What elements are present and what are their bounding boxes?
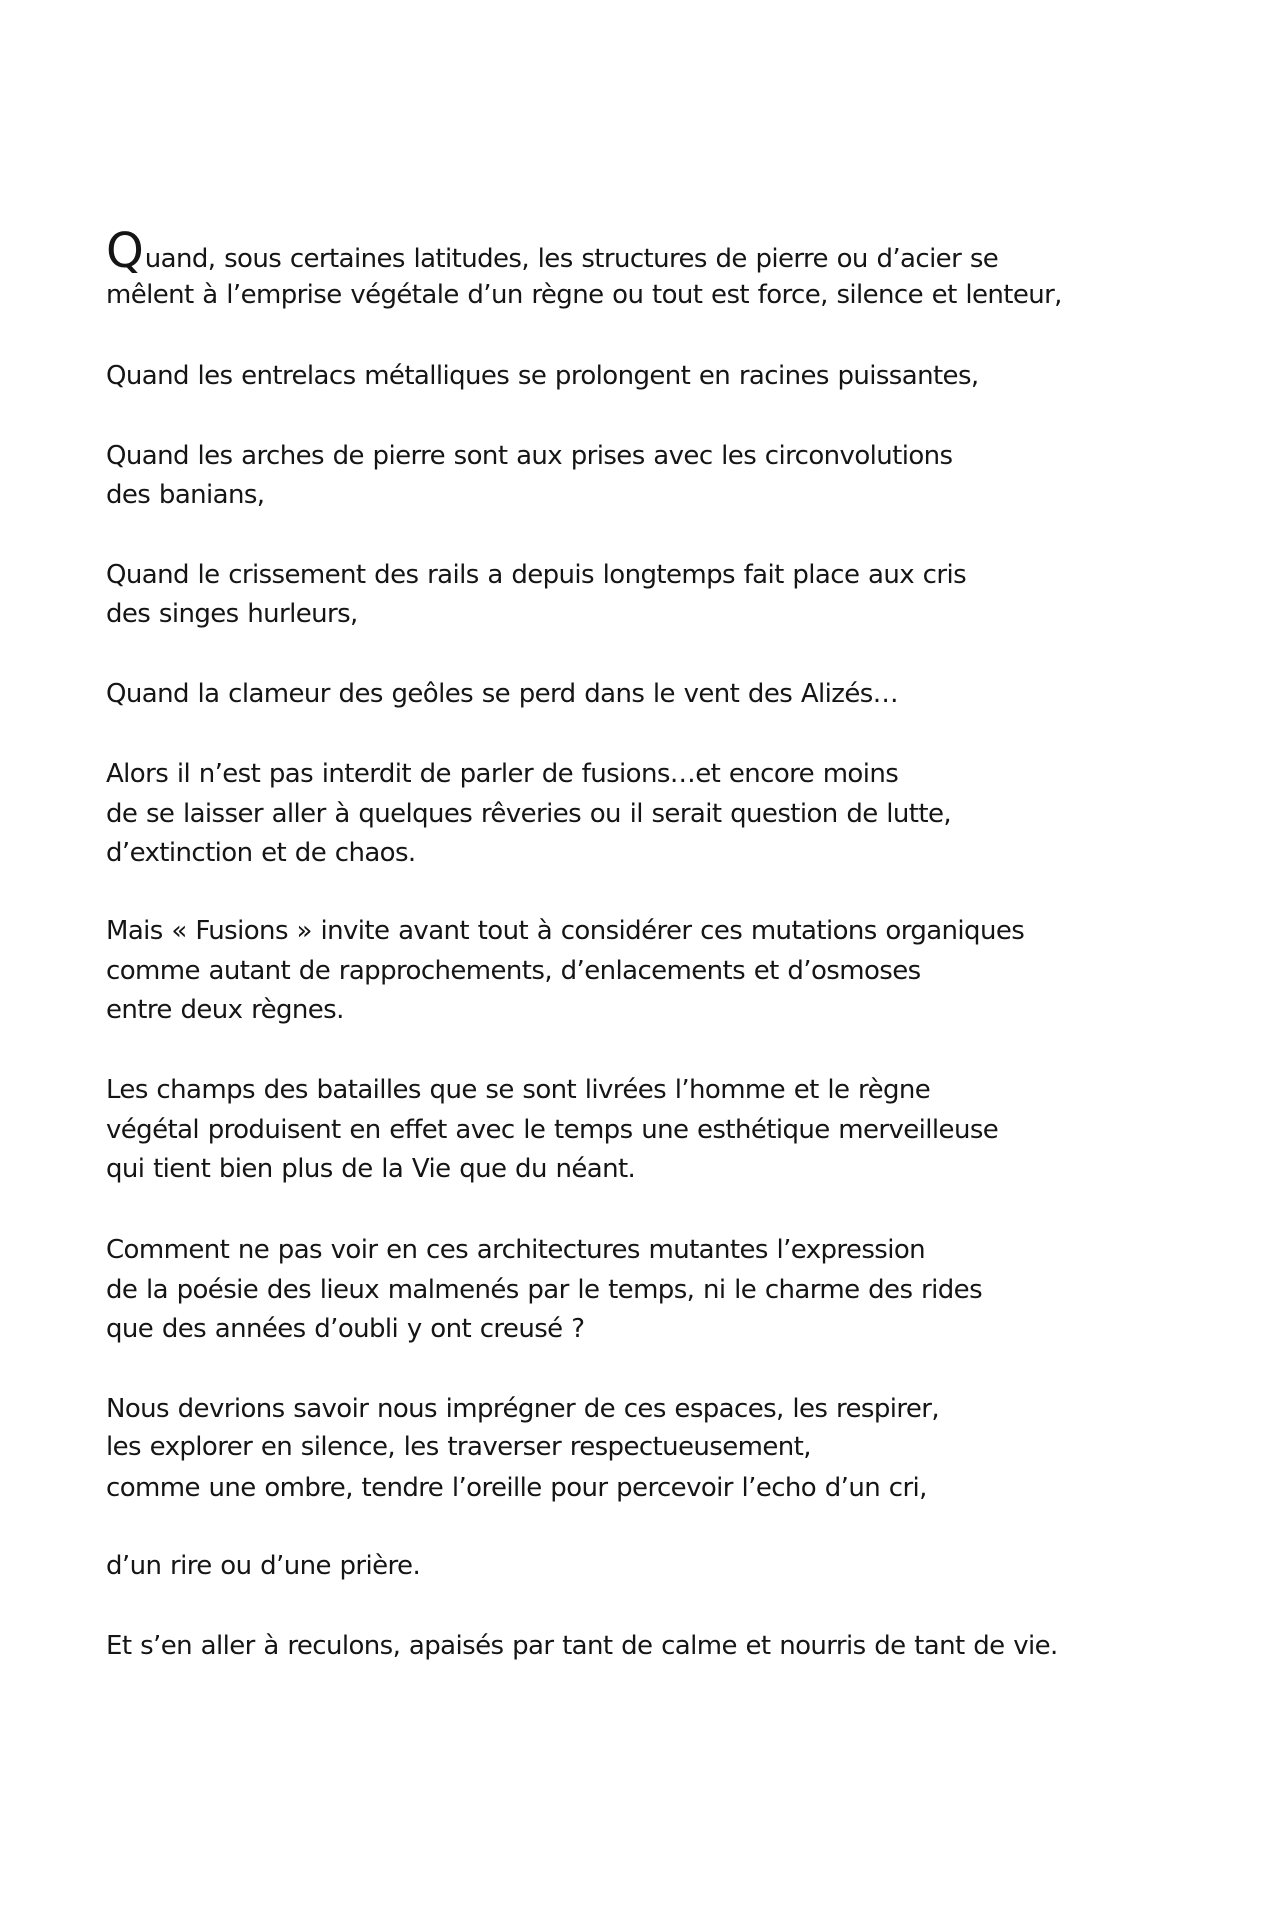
text-line-21: Nous devrions savoir nous imprégner de ces espaces, les respirer, [106,1394,940,1424]
text-line-18: Comment ne pas voir en ces architectures mutantes l’expression [106,1235,926,1265]
text-line-11: d’extinction et de chaos. [106,838,416,868]
text-line-3: Quand les entrelacs métalliques se prolongent en racines puissantes, [106,361,979,391]
text-line-10: de se laisser aller à quelques rêveries ou il serait question de lutte, [106,799,952,829]
text-line-1 [106,223,999,279]
text-line-20: que des années d’oubli y ont creusé ? [106,1314,585,1344]
text-line-23: comme une ombre, tendre l’oreille pour percevoir l’echo d’un cri, [106,1473,927,1503]
text-line-7: des singes hurleurs, [106,599,358,629]
text-line-6: Quand le crissement des rails a depuis longtemps fait place aux cris [106,560,967,590]
text-line-8: Quand la clameur des geôles se perd dans le vent des Alizés… [106,679,899,709]
text-line-9: Alors il n’est pas interdit de parler de fusions…et encore moins [106,759,899,789]
text-line-12: Mais « Fusions » invite avant tout à considérer ces mutations organiques [106,916,1025,946]
text-line-1-rest: uand, sous certaines latitudes, les structures de pierre ou d’acier se [144,244,999,274]
text-line-16: végétal produisent en effet avec le temps une esthétique merveilleuse [106,1115,999,1145]
drop-cap: Q [106,223,144,279]
text-line-2: mêlent à l’emprise végétale d’un règne ou tout est force, silence et lenteur, [106,280,1062,310]
text-line-25: Et s’en aller à reculons, apaisés par tant de calme et nourris de tant de vie. [106,1631,1058,1661]
text-line-13: comme autant de rapprochements, d’enlacements et d’osmoses [106,956,921,986]
text-line-14: entre deux règnes. [106,995,344,1025]
text-line-17: qui tient bien plus de la Vie que du néant. [106,1154,636,1184]
text-line-22: les explorer en silence, les traverser respectueusement, [106,1432,811,1462]
text-line-4: Quand les arches de pierre sont aux prises avec les circonvolutions [106,441,953,471]
text-line-15: Les champs des batailles que se sont livrées l’homme et le règne [106,1075,931,1105]
text-line-19: de la poésie des lieux malmenés par le temps, ni le charme des rides [106,1275,983,1305]
text-line-5: des banians, [106,480,265,510]
text-line-24: d’un rire ou d’une prière. [106,1551,421,1581]
